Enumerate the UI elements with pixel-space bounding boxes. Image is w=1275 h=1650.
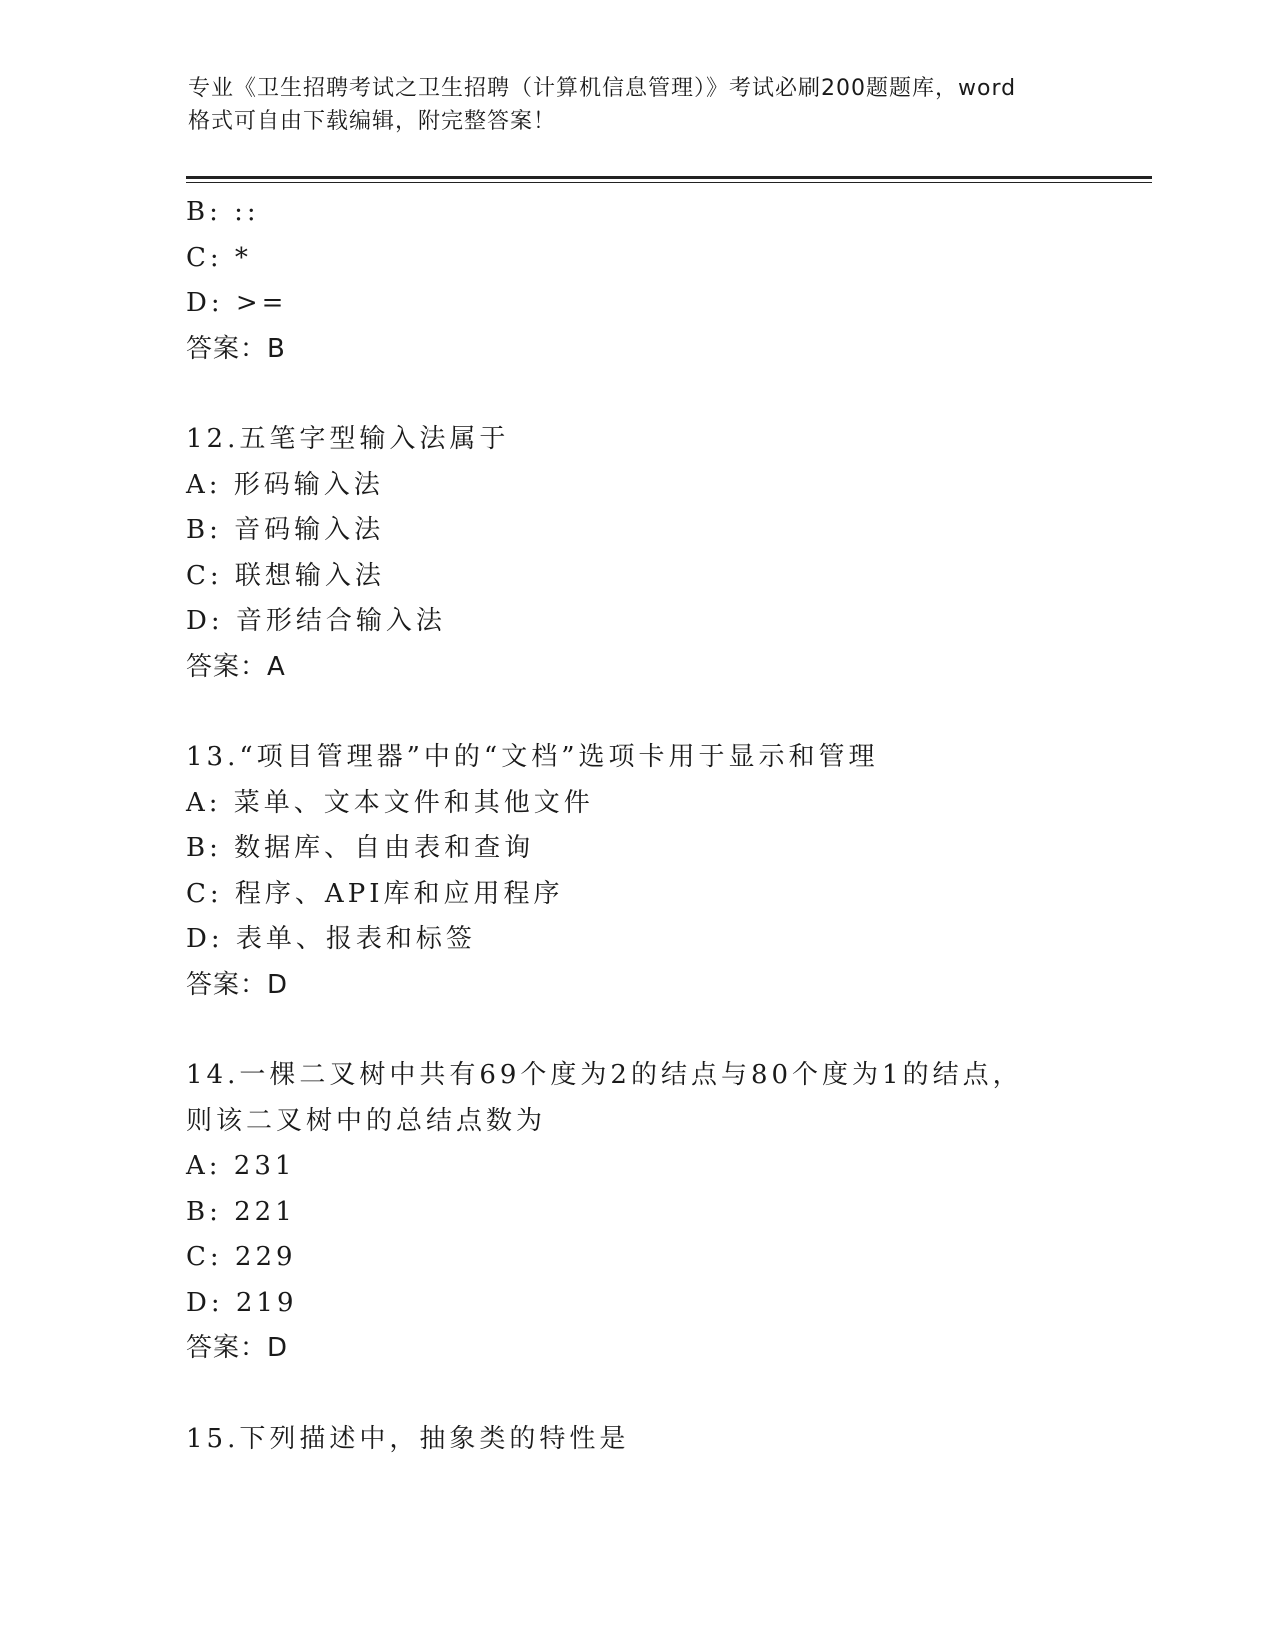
option-a: A: 231 — [186, 1151, 296, 1181]
option-c: C: * — [186, 242, 252, 273]
header-line-1: 专业《卫生招聘考试之卫生招聘（计算机信息管理）》考试必刷200题题库，word — [188, 76, 1017, 101]
option-a: A: 菜单、文本文件和其他文件 — [186, 787, 594, 818]
option-b: B: 221 — [186, 1196, 296, 1227]
answer-line: 答案：A — [186, 651, 286, 682]
option-a: A: 形码输入法 — [186, 469, 384, 500]
spacer — [186, 1372, 1086, 1417]
option-b: B: :: — [186, 197, 260, 227]
question-stem: 12.五笔字型输入法属于 — [186, 424, 510, 454]
question-14 — [186, 1053, 1086, 1372]
header-rule-thick — [186, 176, 1152, 179]
answer-line: 答案：B — [186, 333, 286, 364]
option-c: C: 程序、API库和应用程序 — [186, 878, 564, 909]
question-list — [186, 190, 1086, 1462]
question-12 — [186, 417, 1086, 690]
spacer — [186, 372, 1086, 417]
spacer — [186, 690, 1086, 735]
option-d: D: 音形结合输入法 — [186, 606, 446, 636]
question-13 — [186, 735, 1086, 1008]
answer-line: 答案：D — [186, 969, 289, 1000]
question-stem: 15.下列描述中，抽象类的特性是 — [186, 1423, 630, 1454]
option-b: B: 数据库、自由表和查询 — [186, 833, 535, 863]
question-11-partial — [186, 190, 1086, 372]
header-line-2: 格式可自由下载编辑，附完整答案！ — [188, 109, 557, 134]
document-header — [188, 72, 1088, 138]
question-15 — [186, 1417, 1086, 1463]
option-d: D: 表单、报表和标签 — [186, 924, 476, 954]
option-d: D: >= — [186, 288, 288, 318]
question-stem: 13.“项目管理器”中的“文档”选项卡用于显示和管理 — [186, 742, 879, 772]
option-c: C: 联想输入法 — [186, 560, 385, 591]
header-rule-thin — [186, 182, 1152, 183]
option-d: D: 219 — [186, 1287, 298, 1318]
question-stem: 14.一棵二叉树中共有69个度为2的结点与80个度为1的结点，则该二叉树中的总结点数为 — [186, 1060, 1023, 1136]
answer-line: 答案：D — [186, 1333, 289, 1363]
spacer — [186, 1008, 1086, 1053]
option-b: B: 音码输入法 — [186, 515, 385, 545]
option-c: C: 229 — [186, 1242, 297, 1272]
